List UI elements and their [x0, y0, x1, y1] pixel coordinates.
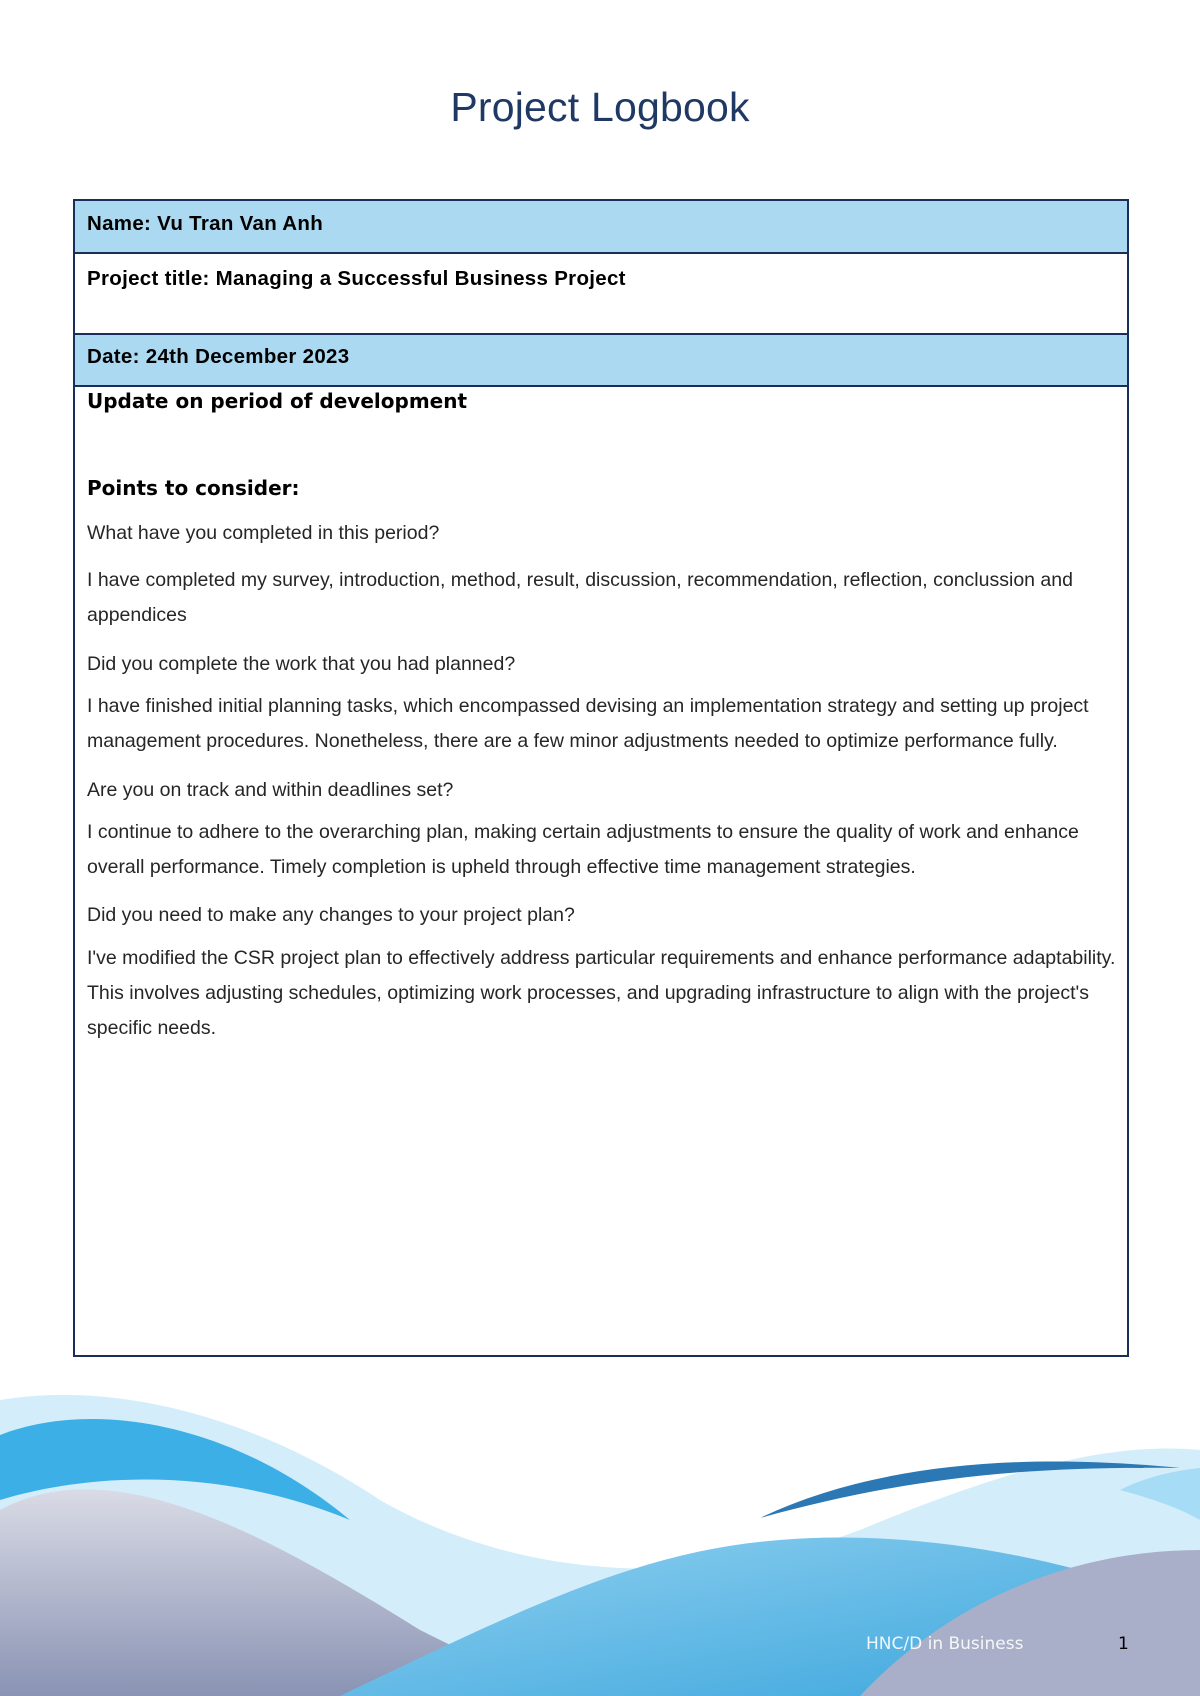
- answer-changes: I've modified the CSR project plan to effectively address particular requirements and enhance performance adaptability. This involves adjusting schedules, optimizing work processes, and upgrading infrastructure to align with the project's specific needs.: [87, 947, 1116, 1039]
- points-heading: Points to consider:: [87, 476, 300, 500]
- date-row: Date: 24th December 2023: [75, 335, 1127, 387]
- section-heading: Update on period of development: [87, 389, 468, 413]
- page-number: 1: [1118, 1634, 1129, 1654]
- answer-planned: I have finished initial planning tasks, which encompassed devising an implementation strategy and setting up project management procedures. Nonetheless, there are a few minor adjustments needed to optimize performance fully.: [87, 695, 1089, 752]
- update-content: [75, 387, 1127, 1355]
- answer-deadlines: I continue to adhere to the overarching plan, making certain adjustments to ensure the quality of work and enhance overall performance. Timely completion is upheld through effective time management strategies.: [87, 821, 1079, 878]
- project-title-text: Project title: Managing a Successful Business Project: [87, 267, 626, 290]
- logbook-table: [73, 199, 1129, 1357]
- answer-completed: I have completed my survey, introduction, method, result, discussion, recommendation, reflection, conclussion and appendices: [87, 569, 1073, 626]
- footer-label: HNC/D in Business: [866, 1634, 1024, 1654]
- question-planned: Did you complete the work that you had planned?: [87, 653, 516, 675]
- page-title: Project Logbook: [450, 84, 750, 130]
- question-changes: Did you need to make any changes to your project plan?: [87, 904, 575, 926]
- question-deadlines: Are you on track and within deadlines set?: [87, 779, 454, 801]
- project-title-row: [75, 254, 1127, 335]
- question-completed: What have you completed in this period?: [87, 522, 440, 544]
- name-row: Name: Vu Tran Van Anh: [75, 201, 1127, 254]
